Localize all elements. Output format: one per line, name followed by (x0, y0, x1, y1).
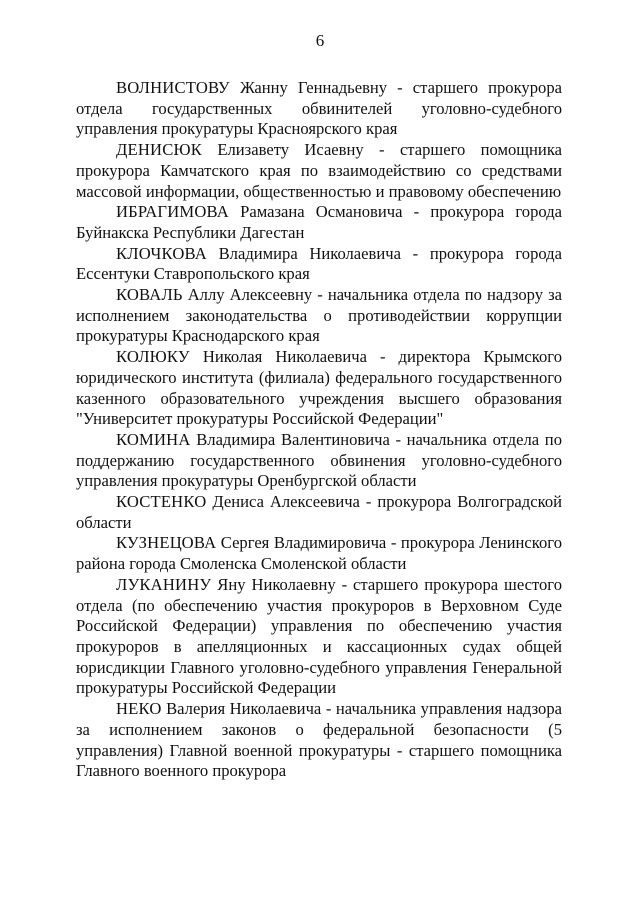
appointment-entry (76, 492, 562, 533)
entry-surname: КОВАЛЬ (116, 285, 183, 305)
entry-details: Николая Николаевича - директора Крымского юридического института (филиала) федерального государственного казенного образовательного учреждения высшего образования "Университет прокуратуры Российской Федерации" (76, 347, 562, 429)
entry-details: Жанну Геннадьевну - старшего прокурора отдела государственных обвинителей уголовно-судебного управления прокуратуры Красноярского края (76, 78, 562, 139)
appointment-entry (76, 533, 562, 574)
entry-surname: КЛОЧКОВА (116, 243, 207, 263)
entry-surname: КОЛЮКУ (116, 347, 190, 367)
appointment-entry (76, 347, 562, 430)
appointment-entry (76, 78, 562, 140)
page-number: 6 (315, 31, 325, 50)
entry-details: Владимира Николаевича - прокурора города Ессентуки Ставропольского края (76, 243, 562, 284)
appointment-entry (76, 202, 562, 243)
entry-details: Сергея Владимировича - прокурора Ленинского района города Смоленска Смоленской области (76, 533, 562, 574)
appointment-entry (76, 699, 562, 782)
entry-surname: ДЕНИСЮК (116, 140, 203, 160)
entry-details: Рамазана Османовича - прокурора города Буйнакска Республики Дагестан (76, 202, 562, 242)
entry-surname: КУЗНЕЦОВА (116, 533, 217, 553)
entry-details: Дениса Алексеевича - прокурора Волгоградской области (76, 492, 562, 532)
entry-details: Владимира Валентиновича - начальника отдела по поддержанию государственного обвинения уголовно-судебного управления прокуратуры Оренбургской области (76, 429, 562, 491)
entry-details: Аллу Алексеевну - начальника отдела по надзору за исполнением законодательства о противодействии коррупции прокуратуры Краснодарского края (76, 285, 562, 346)
appointment-entry (76, 244, 562, 285)
entry-surname: ИБРАГИМОВА (116, 202, 229, 222)
entry-details: Елизавету Исаевну - старшего помощника прокурора Камчатского края по взаимодействию со средствами массовой информации, общественностью и правовому обеспечению (76, 140, 562, 201)
appointment-entry (76, 140, 562, 202)
appointment-entry (76, 285, 562, 347)
entry-surname: ВОЛНИСТОВУ (116, 78, 230, 97)
entry-details: Яну Николаевну - старшего прокурора шестого отдела (по обеспечению участия прокуроров в Верховном Суде Российской Федерации) управления по обеспечению участия прокуроров в апелляционных и кассационных судах общей юрисдикции Главного уголовно-судебного управления Генеральной прокуратуры Российской Федерации (76, 574, 562, 698)
appointment-list (76, 78, 562, 782)
entry-surname: НЕКО (116, 699, 162, 719)
appointment-entry (76, 575, 562, 699)
entry-details: Валерия Николаевича - начальника управления надзора за исполнением законов о федеральной безопасности (5 управления) Главной военной прокуратуры - старшего помощника Главного военного прокурора (76, 699, 562, 781)
appointment-entry (76, 430, 562, 492)
entry-surname: КОСТЕНКО (116, 492, 207, 512)
entry-surname: КОМИНА (116, 429, 191, 449)
entry-surname: ЛУКАНИНУ (116, 574, 212, 594)
